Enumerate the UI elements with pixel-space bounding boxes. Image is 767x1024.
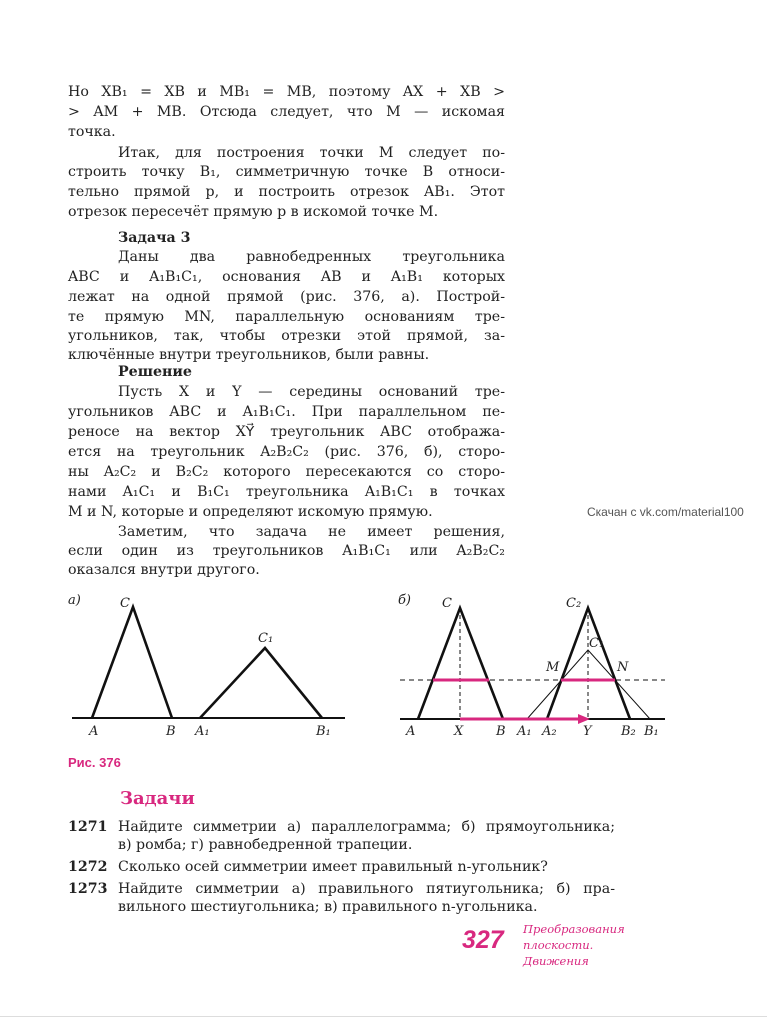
figure-a-label: а) [68, 593, 81, 608]
text-line: строить точку B₁, симметричную точке B относи- [68, 164, 505, 180]
point-label: C [120, 596, 130, 611]
text-line: > AM + MB. Отсюда следует, что M — искомая [68, 104, 505, 120]
text-line: реносе на вектор XY⃗ треугольник ABC отобража- [68, 424, 505, 440]
point-label: C₂ [566, 596, 582, 611]
task-heading: Задача 3 [118, 230, 191, 246]
text-line: лежат на одной прямой (рис. 376, а). Построй- [68, 289, 505, 305]
text-line: если один из треугольников A₁B₁C₁ или A₂B₂C₂ [68, 543, 505, 559]
task-text: Найдите симметрии а) правильного пятиугольника; б) пра- [118, 881, 615, 897]
tasks-title: Задачи [120, 788, 195, 809]
page-edge [0, 1016, 767, 1017]
task-text: Найдите симметрии а) параллелограмма; б) прямоугольника; [118, 819, 615, 835]
page-number: 327 [462, 926, 504, 954]
watermark: Скачан с vk.com/material100 [587, 505, 744, 519]
point-label: B₂ [621, 724, 636, 739]
text-line: ется на треугольник A₂B₂C₂ (рис. 376, б), сторо- [68, 444, 505, 460]
point-label: X [454, 724, 464, 739]
task-number: 1272 [68, 859, 108, 875]
point-label: A [89, 724, 99, 739]
task-number: 1273 [68, 881, 108, 897]
solution-heading: Решение [118, 364, 192, 380]
text-line: точка. [68, 124, 116, 140]
section-title: плоскости. [523, 938, 594, 952]
text-line: тельно прямой p, и построить отрезок AB₁. Этот [68, 184, 505, 200]
text-line: Пусть X и Y — середины оснований тре- [118, 384, 505, 400]
text-line: отрезок пересечёт прямую p в искомой точке M. [68, 204, 439, 220]
task-number: 1271 [68, 819, 108, 835]
point-label: C [442, 596, 452, 611]
text-line: нами A₁C₁ и B₁C₁ треугольника A₁B₁C₁ в точках [68, 484, 505, 500]
section-title: Движения [523, 954, 589, 968]
figure-b-label: б) [398, 593, 412, 608]
text-line: Итак, для построения точки M следует по- [118, 145, 505, 161]
point-label: B [496, 724, 506, 739]
point-label: N [617, 660, 629, 675]
point-label: C₁ [589, 636, 605, 651]
task-text: вильного шестиугольника; в) правильного n-угольника. [118, 899, 538, 915]
section-title: Преобразования [523, 922, 625, 936]
point-label: A [406, 724, 416, 739]
text-line: Даны два равнобедренных треугольника [118, 249, 505, 265]
point-label: A₁ [517, 724, 532, 739]
figure-caption: Рис. 376 [68, 755, 121, 770]
point-label: C₁ [258, 631, 274, 646]
point-label: M [546, 660, 560, 675]
text-line: Заметим, что задача не имеет решения, [118, 524, 505, 540]
text-line: угольников, так, чтобы отрезки этой прямой, за- [68, 328, 505, 344]
point-label: A₁ [195, 724, 210, 739]
text-line: ABC и A₁B₁C₁, основания AB и A₁B₁ которых [68, 269, 505, 285]
figure-a [72, 607, 345, 718]
text-line: M и N, которые и определяют искомую прямую. [68, 504, 433, 520]
text-line: ны A₂C₂ и B₂C₂ которого пересекаются со сторо- [68, 464, 505, 480]
point-label: Y [583, 724, 592, 739]
task-text: в) ромба; г) равнобедренной трапеции. [118, 837, 413, 853]
text-line: ключённые внутри треугольников, были равны. [68, 347, 430, 363]
point-label: B₁ [644, 724, 659, 739]
text-line: Но XB₁ = XB и MB₁ = MB, поэтому AX + XB > [68, 84, 505, 100]
task-text: Сколько осей симметрии имеет правильный n-угольник? [118, 859, 548, 875]
text-line: угольников ABC и A₁B₁C₁. При параллельном пе- [68, 404, 505, 420]
point-label: A₂ [542, 724, 557, 739]
text-line: оказался внутри другого. [68, 562, 260, 578]
text-line: те прямую MN, параллельную основаниям тре- [68, 309, 505, 325]
point-label: B [166, 724, 176, 739]
point-label: B₁ [316, 724, 331, 739]
